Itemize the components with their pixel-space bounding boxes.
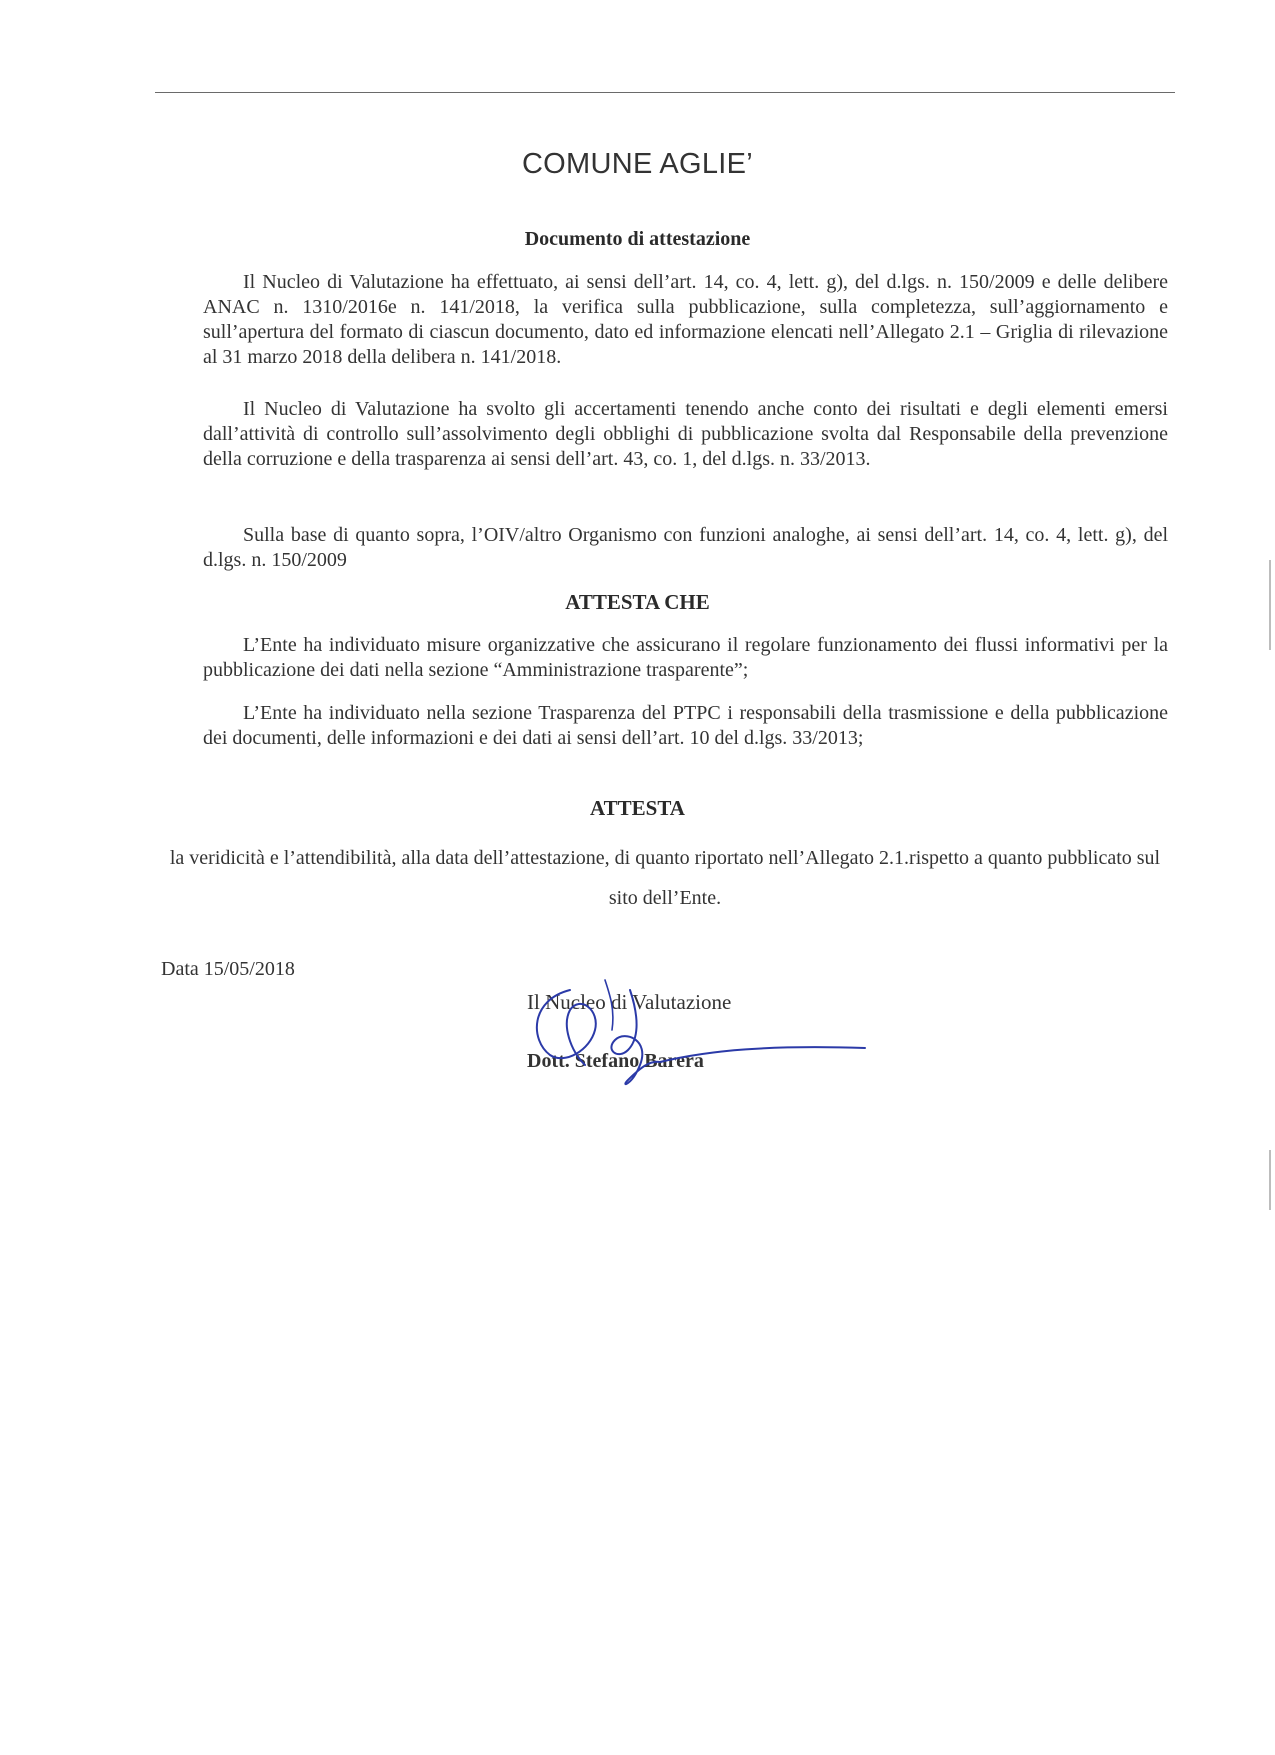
signatory-role: Il Nucleo di Valutazione: [527, 990, 732, 1014]
attesta-che-item-ptpc: L’Ente ha individuato nella sezione Trasparenza del PTPC i responsabili della trasmissione e della pubblicazione dei documenti, delle informazioni e dei dati ai sensi dell’art. 10 del d.lgs. 33/2013;: [203, 702, 1168, 749]
document-subtitle: Documento di attestazione: [524, 228, 751, 250]
attesta-che-item-misure: L’Ente ha individuato misure organizzative che assicurano il regolare funzionamento dei flussi informativi per la pubblicazione dei dati nella sezione “Amministrazione trasparente”;: [203, 634, 1168, 681]
paragraph-sulla-base: Sulla base di quanto sopra, l’OIV/altro Organismo con funzioni analoghe, ai sensi dell’art. 14, co. 4, lett. g), del d.lgs. n. 150/2009: [203, 524, 1168, 571]
header-rule: [155, 92, 1175, 93]
signatory-name: Dott. Stefano Barera: [527, 1050, 704, 1072]
heading-attesta: ATTESTA: [590, 796, 685, 820]
paragraph-verifica: Il Nucleo di Valutazione ha effettuato, ai sensi dell’art. 14, co. 4, lett. g), del d.lgs. n. 150/2009 e delle delibere ANAC n. 1310/2016e n. 141/2018, la verifica sulla pubblicazione, sulla completezza, sull’aggiornamento e sull’apertura del formato di ciascun documento, dato ed informazione elencati nell’Allegato 2.1 – Griglia di rilevazione al 31 marzo 2018 della delibera n. 141/2018.: [203, 271, 1168, 368]
paragraph-accertamenti: Il Nucleo di Valutazione ha svolto gli accertamenti tenendo anche conto dei risultati e degli elementi emersi dall’attività di controllo sull’assolvimento degli obblighi di pubblicazione svolta dal Responsabile della prevenzione della corruzione e della trasparenza ai sensi dell’art. 43, co. 1, del d.lgs. n. 33/2013.: [203, 398, 1168, 470]
document-date: Data 15/05/2018: [161, 958, 295, 980]
scan-edge-mark: [1269, 1150, 1271, 1210]
scan-edge-mark: [1269, 560, 1271, 650]
heading-attesta-che: ATTESTA CHE: [565, 590, 710, 614]
attesta-statement: la veridicità e l’attendibilità, alla data dell’attestazione, di quanto riportato nell’Allegato 2.1.rispetto a quanto pubblicato sul sito dell’Ente.: [169, 847, 1161, 909]
municipality-title: COMUNE AGLIE’: [521, 148, 754, 180]
